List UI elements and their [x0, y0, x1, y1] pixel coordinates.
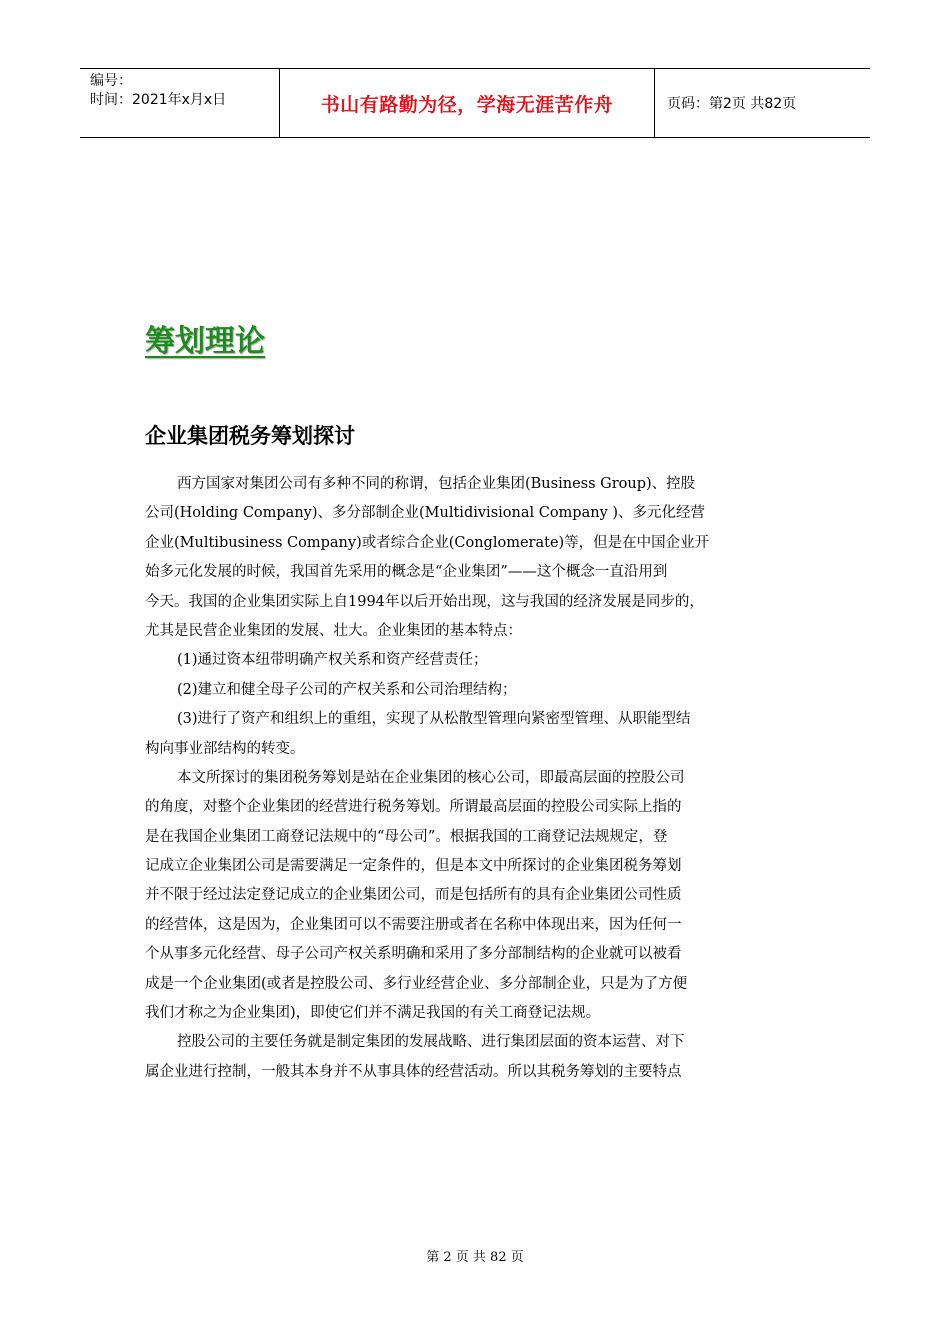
body-line: 公司(Holding Company)、多分部制企业(Multidivisional Company )、多元化经营 — [145, 505, 706, 522]
body-line: 控股公司的主要任务就是制定集团的发展战略、进行集团层面的资本运营、对下 — [177, 1034, 685, 1051]
header-meta-cell — [80, 69, 280, 137]
body-line: 西方国家对集团公司有多种不同的称谓，包括企业集团(Business Group)、控股 — [177, 476, 696, 492]
body-line: 我们才称之为企业集团)，即使它们并不满足我国的有关工商登记法规。 — [145, 1005, 601, 1022]
header-motto-cell — [280, 69, 655, 137]
page-footer: 第 2 页 共 82 页 — [426, 1250, 524, 1265]
article-body — [145, 470, 805, 1087]
body-line: (2)建立和健全母子公司的产权关系和公司治理结构； — [177, 681, 517, 698]
body-line: 是在我国企业集团工商登记法规中的“母公司”。根据我国的工商登记法规规定，登 — [145, 828, 668, 845]
body-line: 企业(Multibusiness Company)或者综合企业(Conglomerate)等，但是在中国企业开 — [145, 534, 710, 551]
section-title: 筹划理论 — [145, 324, 265, 359]
motto-text: 书山有路勤为径，学海无涯苦作舟 — [320, 93, 614, 116]
body-line: 个从事多元化经营、母子公司产权关系明确和采用了多分部制结构的企业就可以被看 — [145, 946, 682, 963]
serial-label: 编号： — [90, 73, 132, 89]
body-line: 始多元化发展的时候，我国首先采用的概念是“企业集团”——这个概念一直沿用到 — [145, 564, 668, 581]
header-page-cell — [655, 69, 870, 137]
body-line: 成是一个企业集团(或者是控股公司、多行业经营企业、多分部制企业，只是为了方便 — [145, 975, 688, 992]
article-title: 企业集团税务筹划探讨 — [145, 424, 355, 448]
body-line: 记成立企业集团公司是需要满足一定条件的，但是本文中所探讨的企业集团税务筹划 — [145, 858, 682, 875]
body-line: 今天。我国的企业集团实际上自1994年以后开始出现，这与我国的经济发展是同步的， — [145, 593, 704, 610]
body-line: (1)通过资本纽带明确产权关系和资产经营责任； — [177, 652, 488, 669]
body-line: 的角度，对整个企业集团的经营进行税务筹划。所谓最高层面的控股公司实际上指的 — [145, 799, 682, 816]
body-line: 本文所探讨的集团税务筹划是站在企业集团的核心公司，即最高层面的控股公司 — [177, 769, 685, 786]
body-line: 的经营体，这是因为，企业集团可以不需要注册或者在名称中体现出来，因为任何一 — [145, 916, 682, 933]
date-label: 时间：2021年x月x日 — [90, 92, 227, 108]
body-line: (3)进行了资产和组织上的重组，实现了从松散型管理向紧密型管理、从职能型结 — [177, 711, 691, 728]
body-line: 属企业进行控制，一般其本身并不从事具体的经营活动。所以其税务筹划的主要特点 — [145, 1063, 682, 1080]
body-line: 并不限于经过法定登记成立的企业集团公司，而是包括所有的具有企业集团公司性质 — [145, 887, 682, 904]
body-line: 构向事业部结构的转变。 — [145, 740, 305, 757]
page-header — [80, 68, 870, 138]
page-info: 页码：第2页 共82页 — [667, 96, 797, 112]
body-line: 尤其是民营企业集团的发展、壮大。企业集团的基本特点： — [145, 622, 522, 639]
